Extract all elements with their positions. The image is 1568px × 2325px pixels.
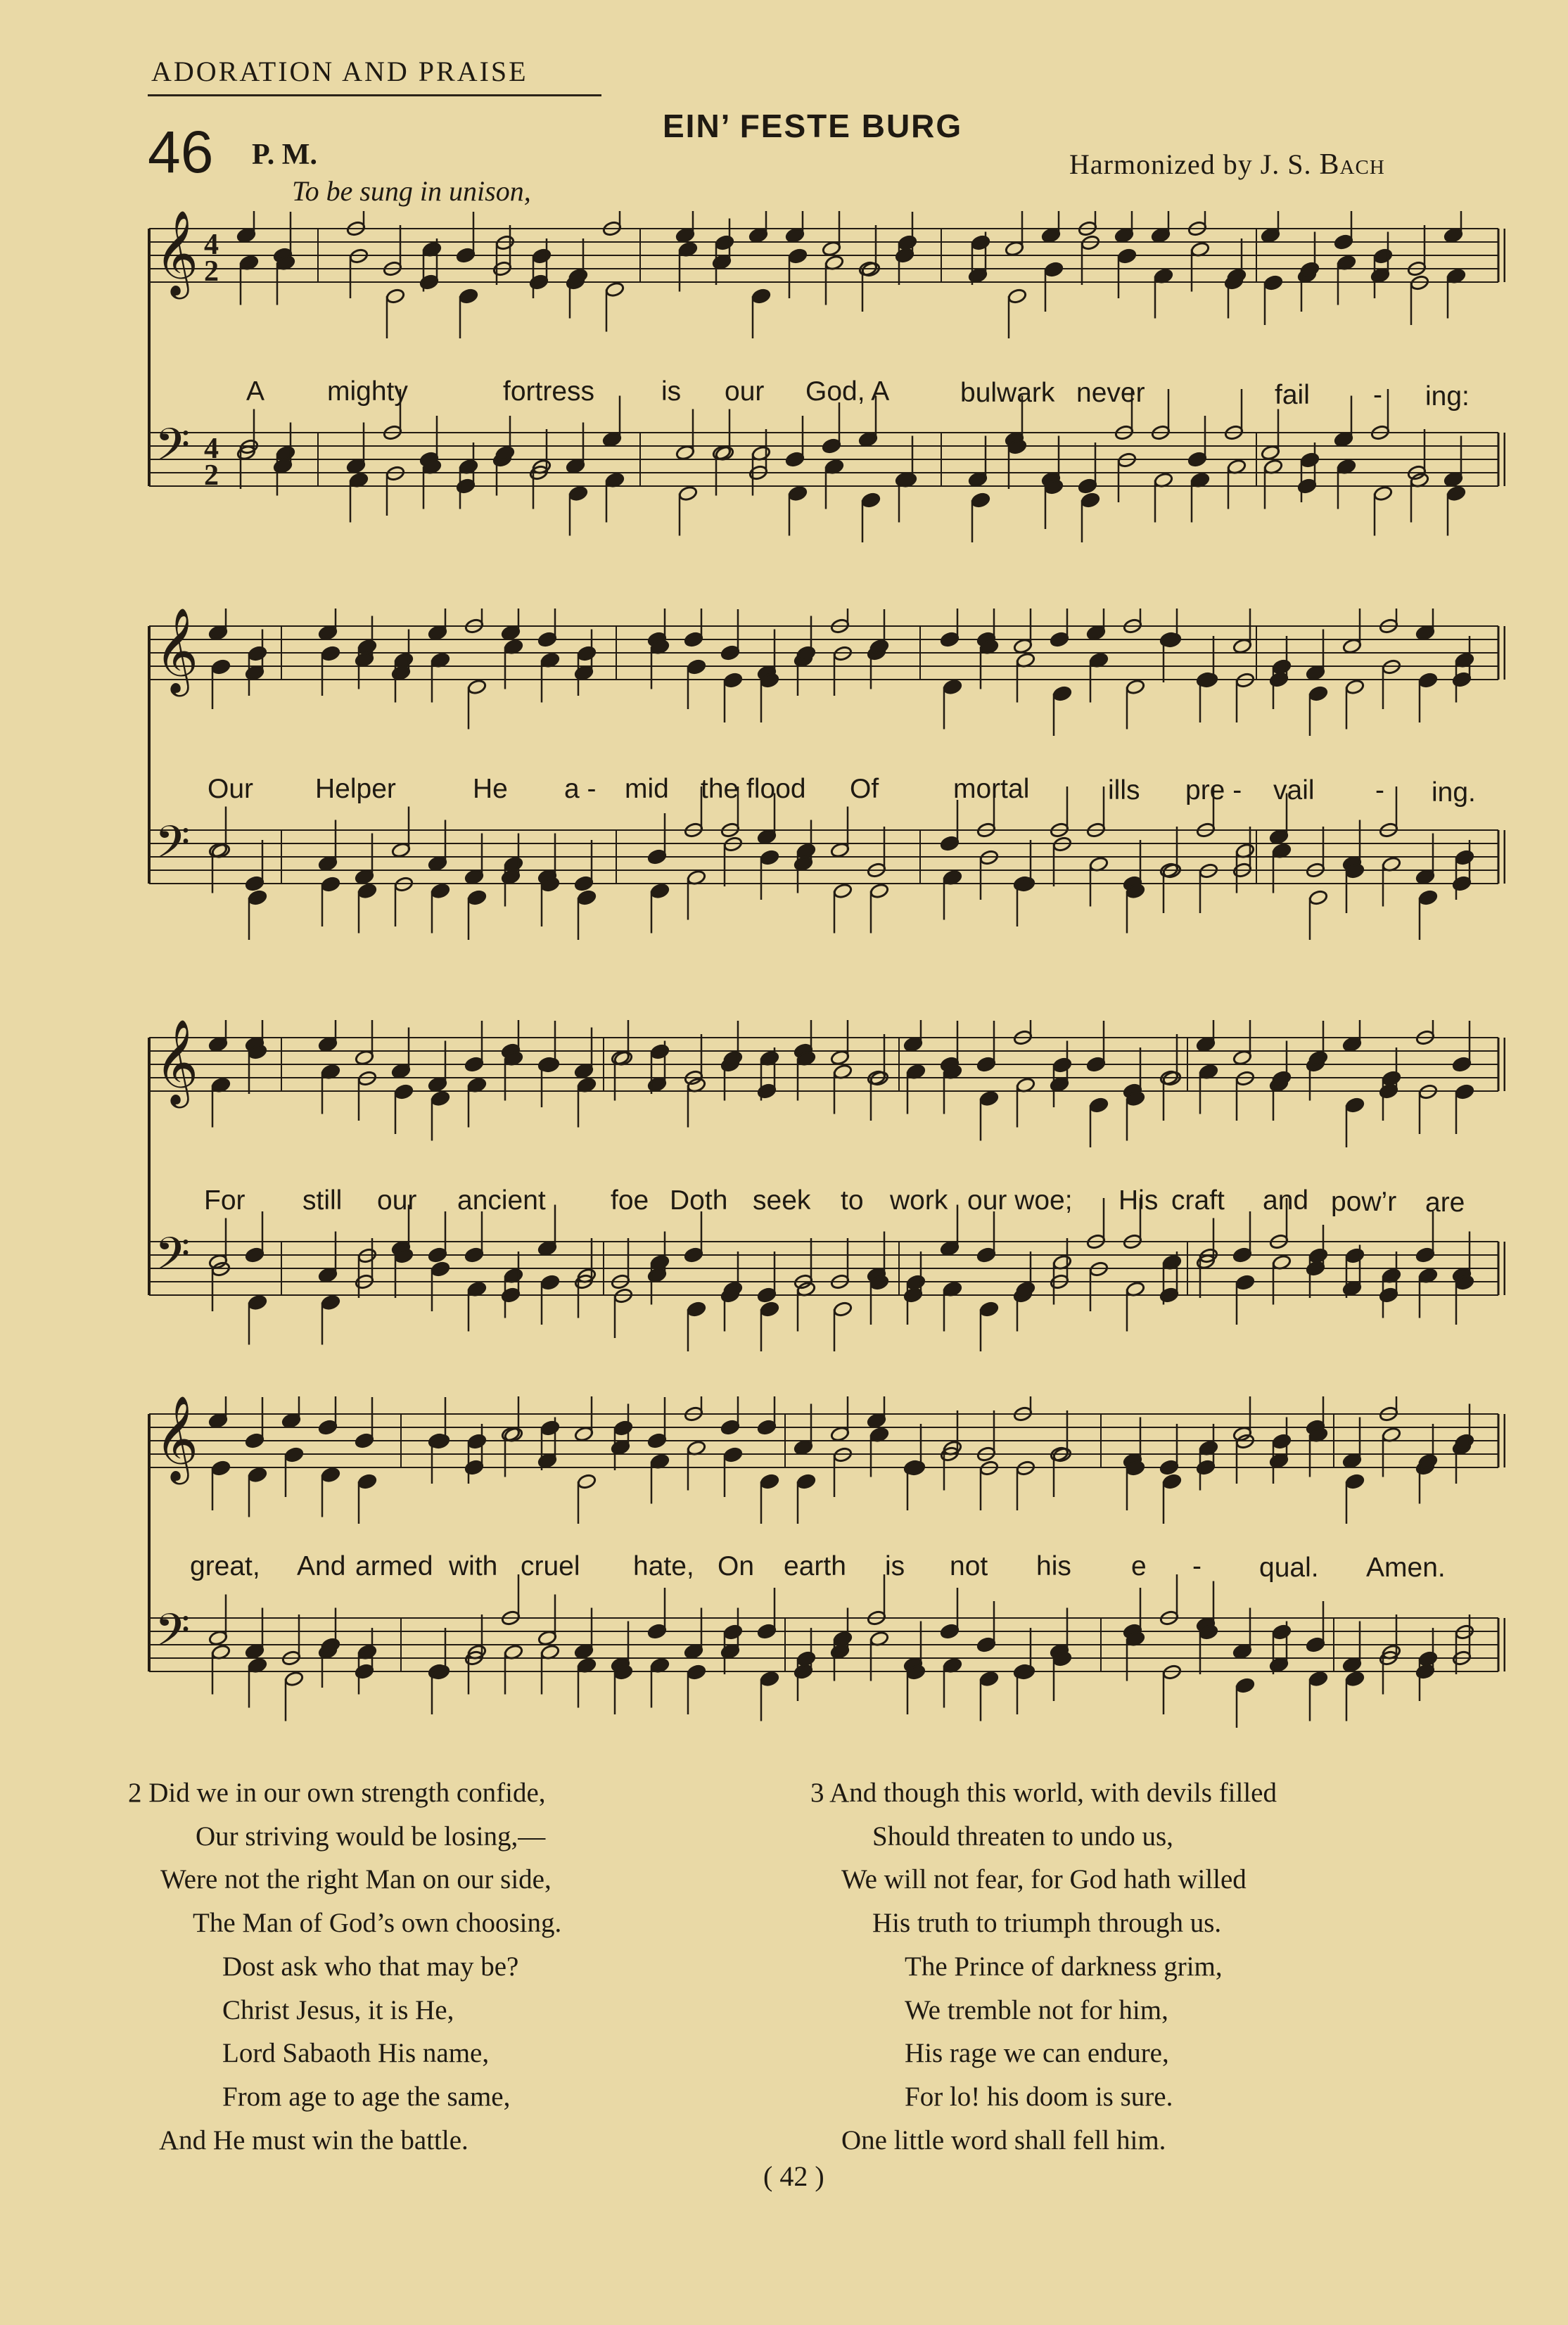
music-system-3 (134, 1020, 1505, 1414)
lyric-syllable: ancient (457, 1185, 546, 1216)
bass-clef-icon: 𝄢 (155, 419, 191, 483)
treble-clef-icon: 𝄞 (155, 609, 199, 693)
verse-line: Our striving would be losing,— (196, 1821, 546, 1852)
verse-line: 2 Did we in our own strength confide, (128, 1778, 546, 1808)
performance-direction: To be sung in unison, (292, 175, 531, 207)
lyric-syllable: ills (1108, 775, 1140, 805)
verse-line: Dost ask who that may be? (222, 1951, 519, 1982)
lyric-syllable: And (297, 1551, 346, 1581)
verse-line: The Man of God’s own choosing. (193, 1908, 562, 1939)
lyric-syllable: not (950, 1551, 988, 1581)
bass-clef-icon: 𝄢 (155, 1605, 191, 1668)
lyric-syllable: Amen. (1366, 1553, 1446, 1583)
lyric-syllable: Our (208, 774, 254, 804)
lyric-syllable: a - (564, 774, 597, 804)
verse-line: Christ Jesus, it is He, (222, 1994, 454, 2025)
music-system-1 (134, 211, 1505, 570)
score-notation (134, 1020, 1505, 1414)
lyric-syllable: On (718, 1551, 755, 1581)
time-signature-bottom: 2 (204, 459, 219, 492)
lyric-syllable: e (1131, 1551, 1147, 1581)
lyric-syllable: pow’r (1331, 1187, 1397, 1217)
lyric-syllable: vail (1273, 775, 1315, 805)
verse-line: Were not the right Man on our side, (160, 1864, 552, 1895)
treble-clef-icon: 𝄞 (155, 211, 199, 295)
verse-line: Lord Sabaoth His name, (222, 2038, 490, 2069)
verse-2 (128, 1771, 561, 2162)
lyric-syllable: great, (190, 1551, 260, 1581)
section-rule (148, 94, 601, 96)
credit-prefix: Harmonized by J. S. (1069, 148, 1320, 180)
time-signature-top: 4 (204, 229, 219, 261)
lyric-syllable: Helper (315, 774, 396, 804)
lyric-syllable: our woe; (967, 1185, 1073, 1216)
bass-clef-icon: 𝄢 (155, 1228, 191, 1292)
lyric-syllable: Doth (670, 1185, 728, 1216)
verse-line: One little word shall fell him. (841, 2125, 1166, 2155)
verse-line: We tremble not for him, (905, 1994, 1168, 2025)
lyric-syllable: never (1076, 378, 1145, 408)
lyric-syllable: mid (625, 774, 669, 804)
verse-line: We will not fear, for God hath willed (841, 1864, 1247, 1895)
lyric-syllable: and (1263, 1185, 1309, 1216)
verse-line: From age to age the same, (222, 2081, 511, 2112)
lyric-hyphen: - (1373, 380, 1382, 410)
verse-line: For lo! his doom is sure. (905, 2081, 1173, 2112)
lyric-syllable: still (302, 1185, 343, 1216)
hymn-meter: P. M. (252, 139, 317, 171)
lyric-syllable: work (890, 1185, 948, 1216)
treble-clef-icon: 𝄞 (155, 1396, 199, 1481)
lyric-syllable: Of (850, 774, 879, 804)
lyric-syllable: ing: (1425, 381, 1470, 412)
lyric-syllable: God, A (805, 376, 890, 407)
lyric-syllable: foe (611, 1185, 649, 1216)
time-signature-bottom: 2 (204, 255, 219, 288)
lyric-syllable: fail (1275, 380, 1310, 410)
lyric-hyphen: - (1192, 1551, 1202, 1581)
lyric-syllable: craft (1171, 1185, 1225, 1216)
section-heading: ADORATION AND PRAISE (151, 56, 528, 87)
music-system-2 (134, 609, 1505, 988)
lyric-syllable: seek (753, 1185, 811, 1216)
lyric-syllable: qual. (1259, 1553, 1319, 1583)
lyric-syllable: His (1118, 1185, 1159, 1216)
treble-clef-icon: 𝄞 (155, 1020, 199, 1104)
lyric-syllable: the flood (701, 774, 806, 804)
verse-line: Should threaten to undo us, (872, 1821, 1173, 1852)
lyric-hyphen: - (1375, 775, 1384, 805)
verse-line: 3 And though this world, with devils filled (810, 1778, 1277, 1808)
lyric-syllable: are (1425, 1187, 1465, 1218)
lyric-syllable: cruel (521, 1551, 580, 1581)
lyric-syllable: is (885, 1551, 905, 1581)
bass-clef-icon: 𝄢 (155, 817, 191, 880)
lyric-syllable: hate, (633, 1551, 694, 1581)
lyric-syllable: He (473, 774, 508, 804)
lyric-syllable: mortal (953, 774, 1030, 804)
lyric-syllable: pre - (1185, 775, 1242, 805)
harmonization-credit (1069, 148, 1385, 181)
composer-name: Bach (1319, 148, 1385, 181)
hymn-title: EIN’ FESTE BURG (663, 108, 963, 144)
lyric-syllable: his (1036, 1551, 1071, 1581)
lyric-syllable: earth (784, 1551, 846, 1581)
page-number: ( 42 ) (763, 2160, 824, 2192)
music-system-4 (134, 1396, 1505, 1762)
lyric-syllable: our (377, 1185, 417, 1216)
hymn-number: 46 (148, 119, 214, 185)
verse-line: And He must win the battle. (159, 2125, 469, 2155)
lyric-syllable: armed (355, 1551, 433, 1581)
time-signature-top: 4 (204, 433, 219, 465)
verse-3 (810, 1771, 1277, 2162)
verse-line: His truth to triumph through us. (872, 1908, 1222, 1939)
lyric-syllable: is (661, 376, 682, 407)
lyric-syllable: with (449, 1551, 498, 1581)
lyric-syllable: bulwark (960, 378, 1055, 408)
lyric-syllable: our (725, 376, 765, 407)
lyric-syllable: For (204, 1185, 246, 1216)
lyric-syllable: to (841, 1185, 864, 1216)
lyric-syllable: mighty (327, 376, 408, 407)
verse-line: His rage we can endure, (905, 2038, 1169, 2069)
lyric-syllable: ing. (1432, 777, 1476, 808)
lyric-syllable: A (246, 376, 265, 407)
verse-line: The Prince of darkness grim, (905, 1951, 1223, 1982)
lyric-syllable: fortress (503, 376, 595, 407)
